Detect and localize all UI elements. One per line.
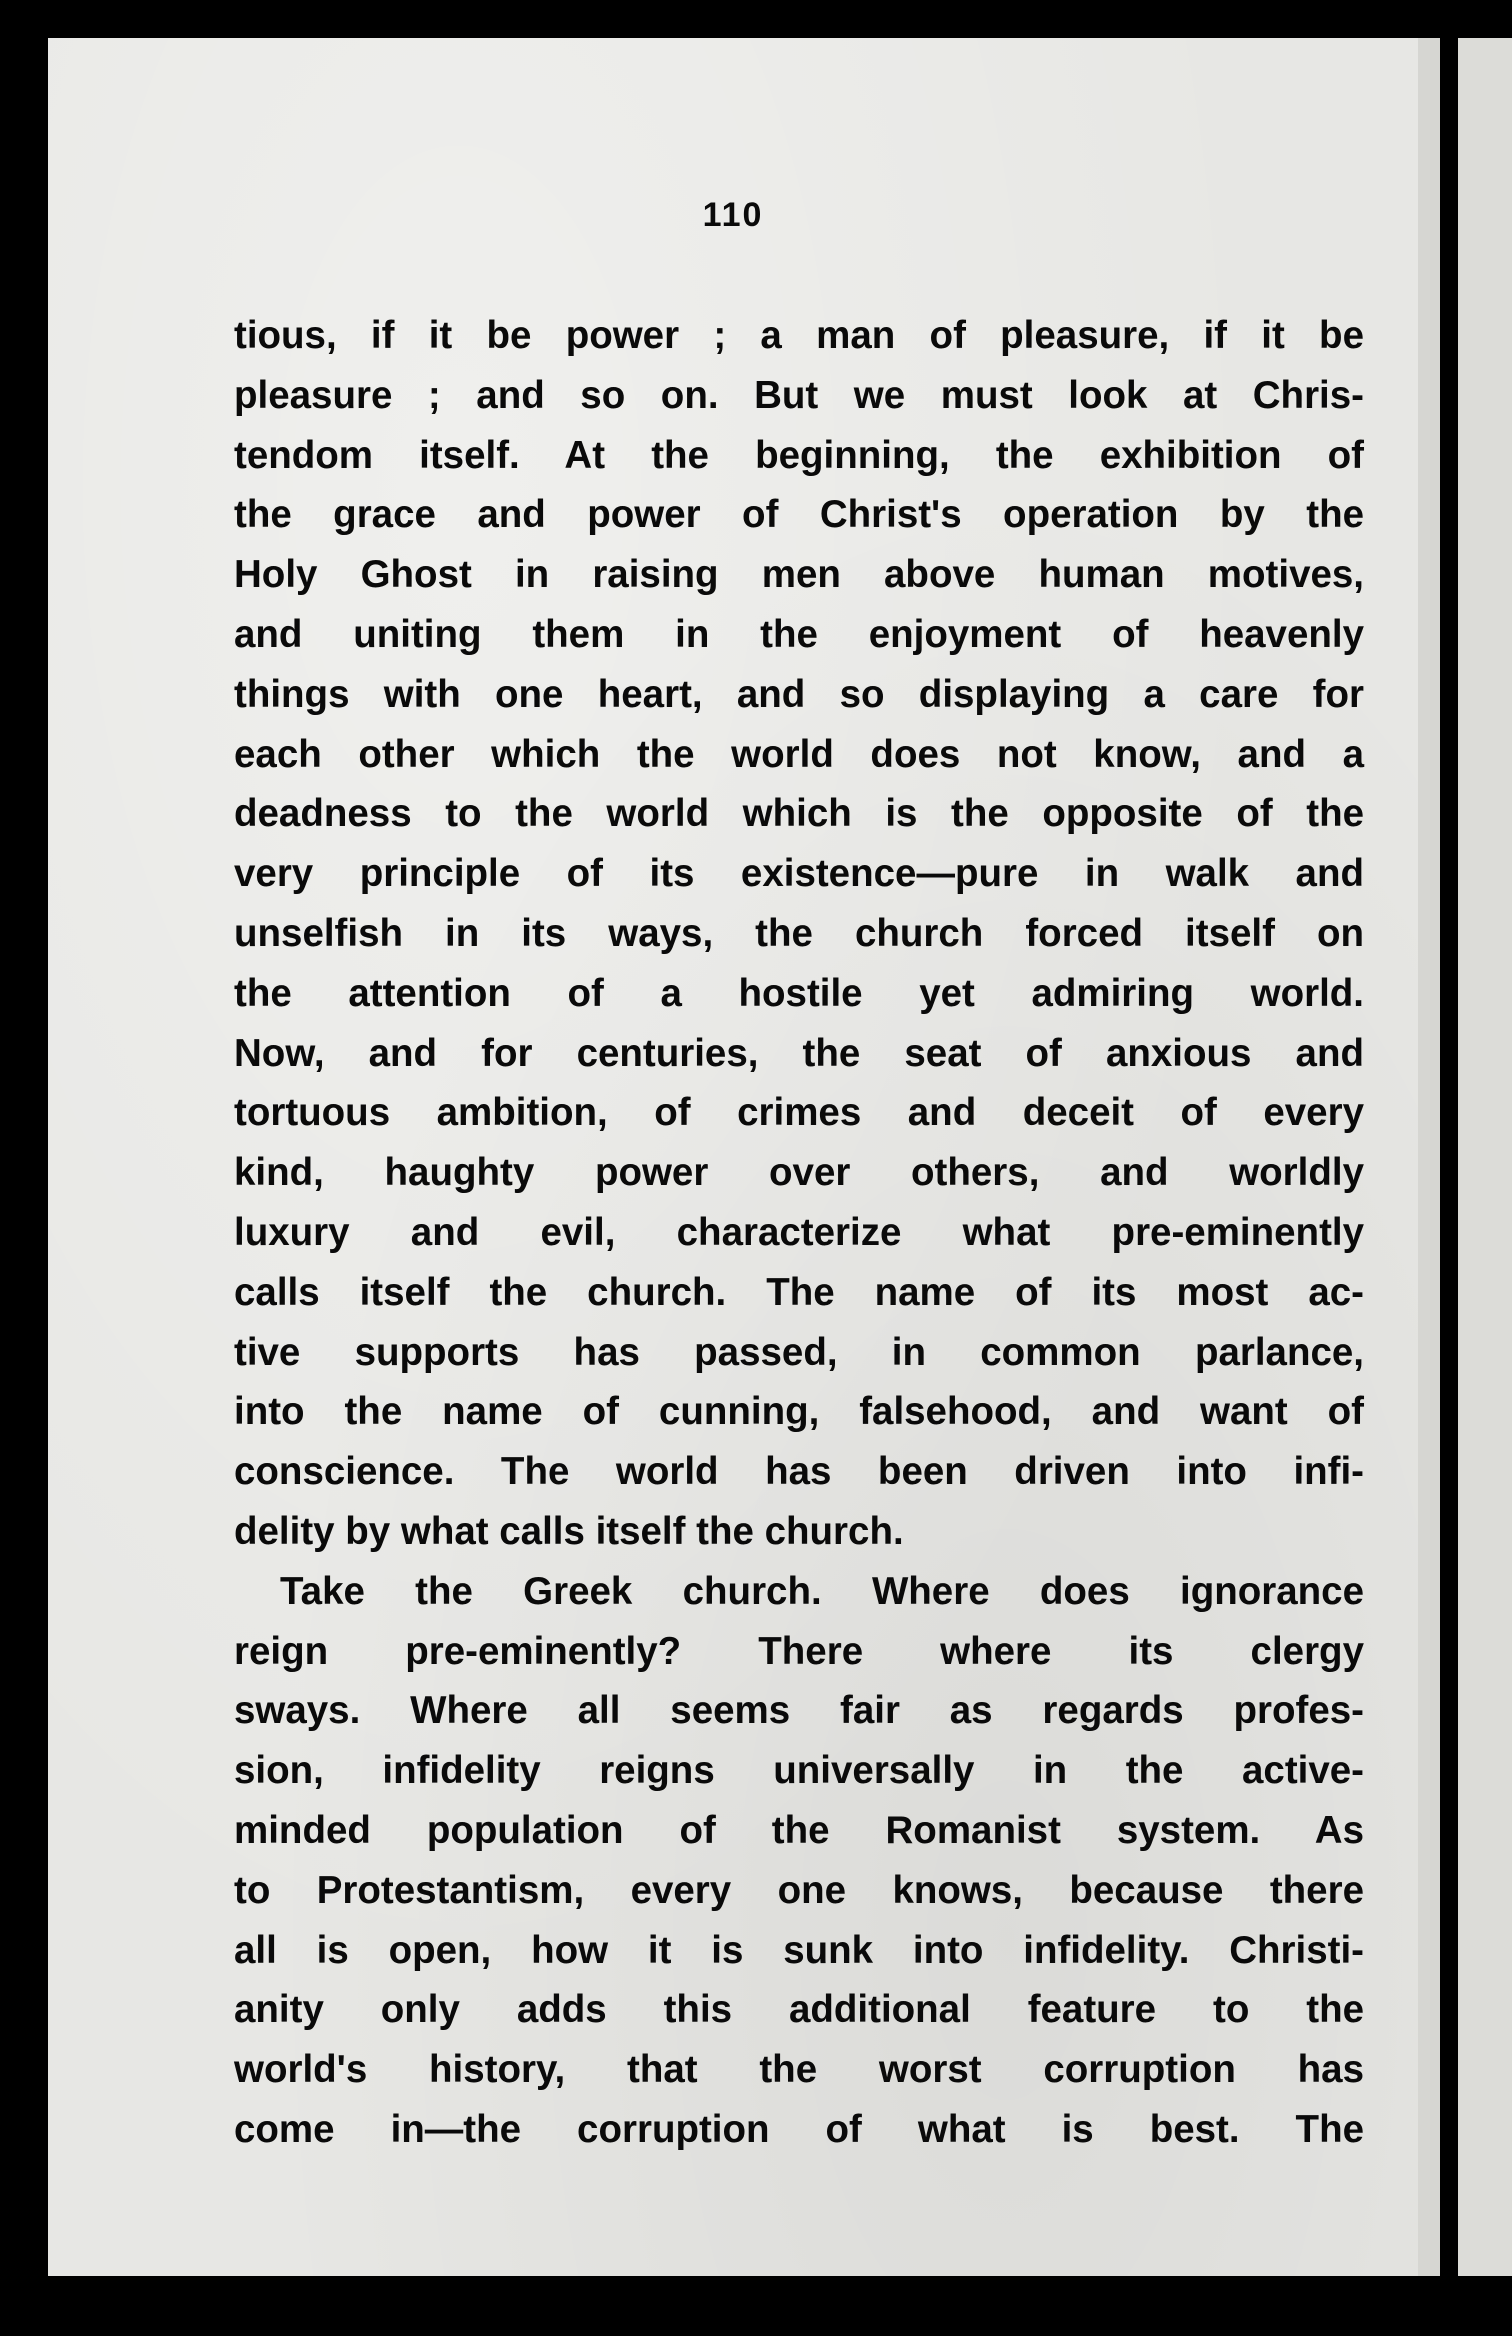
text-line: world's history, that the worst corruption has xyxy=(234,2048,1364,2092)
text-line: Now, and for centuries, the seat of anxious and xyxy=(234,1031,1364,1075)
text-line: sion, infidelity reigns universally in the active- xyxy=(234,1749,1364,1793)
text-line: the attention of a hostile yet admiring world. xyxy=(234,971,1364,1015)
paragraph-start-line: Take the Greek church. Where does ignorance xyxy=(280,1569,1364,1613)
text-line: calls itself the church. The name of its most ac- xyxy=(234,1270,1364,1314)
text-line: Holy Ghost in raising men above human motives, xyxy=(234,553,1364,597)
text-line: each other which the world does not know, and a xyxy=(234,732,1364,776)
text-line: tendom itself. At the beginning, the exhibition of xyxy=(234,433,1364,477)
text-line: sways. Where all seems fair as regards profes- xyxy=(234,1689,1364,1733)
text-line: anity only adds this additional feature to the xyxy=(234,1988,1364,2032)
text-line: kind, haughty power over others, and worldly xyxy=(234,1151,1364,1195)
text-line: into the name of cunning, falsehood, and want of xyxy=(234,1390,1364,1434)
text-line: unselfish in its ways, the church forced itself on xyxy=(234,911,1364,955)
adjacent-page-edge xyxy=(1458,38,1512,2276)
text-line: pleasure ; and so on. But we must look at Chris- xyxy=(234,373,1364,417)
text-line: and uniting them in the enjoyment of heavenly xyxy=(234,612,1364,656)
text-line: come in—the corruption of what is best. The xyxy=(234,2107,1364,2151)
page-number: 110 xyxy=(702,196,764,234)
body-text xyxy=(234,306,1364,2160)
page-gutter xyxy=(1418,38,1440,2276)
text-line: minded population of the Romanist system. As xyxy=(234,1808,1364,1852)
text-line: tive supports has passed, in common parlance, xyxy=(234,1330,1364,1374)
text-line: very principle of its existence—pure in walk and xyxy=(234,852,1364,896)
text-line: tortuous ambition, of crimes and deceit of every xyxy=(234,1091,1364,1135)
text-line: things with one heart, and so displaying a care for xyxy=(234,672,1364,716)
text-line: luxury and evil, characterize what pre-eminently xyxy=(234,1210,1364,1254)
text-line: tious, if it be power ; a man of pleasure, if it be xyxy=(234,314,1364,357)
text-line: to Protestantism, every one knows, because there xyxy=(234,1868,1364,1912)
text-line: all is open, how it is sunk into infidelity. Christi- xyxy=(234,1928,1364,1972)
text-line: conscience. The world has been driven into infi- xyxy=(234,1450,1364,1494)
text-line: deadness to the world which is the opposite of the xyxy=(234,792,1364,836)
book-page xyxy=(48,38,1418,2276)
paragraph-end-line: delity by what calls itself the church. xyxy=(234,1509,904,1553)
text-line: reign pre-eminently? There where its clergy xyxy=(234,1629,1364,1673)
text-line: the grace and power of Christ's operation by the xyxy=(234,493,1364,537)
